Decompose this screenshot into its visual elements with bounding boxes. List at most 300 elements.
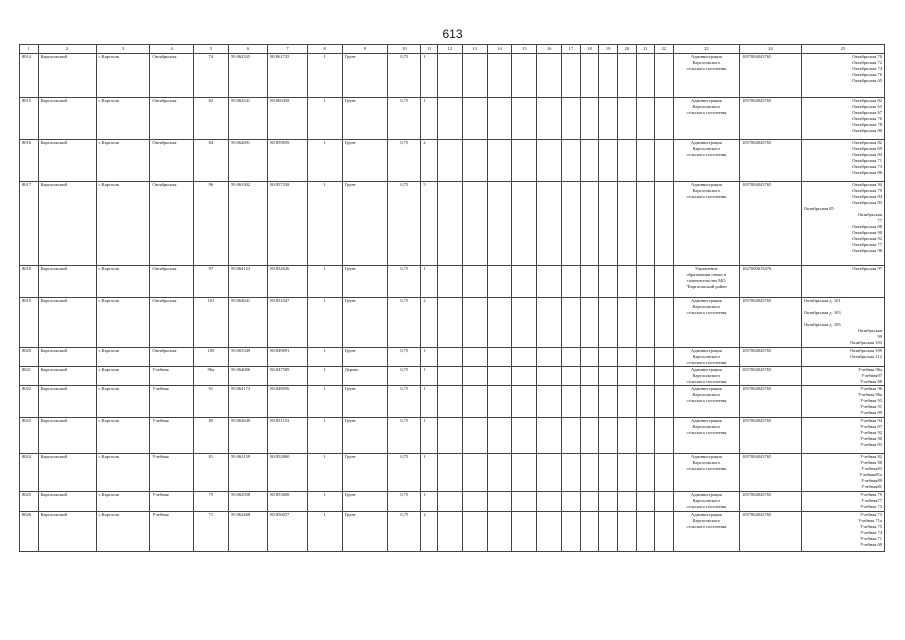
empty-cell bbox=[487, 266, 512, 298]
address-line: Октябрьская 88 bbox=[852, 224, 882, 229]
owner-line: Каргасокского bbox=[692, 354, 721, 359]
empty-cell bbox=[512, 266, 537, 298]
owner-cell bbox=[673, 454, 739, 492]
owner-line: Администрация bbox=[690, 454, 722, 459]
row-id: 8020 bbox=[20, 348, 39, 367]
registry-table bbox=[19, 44, 885, 552]
house-cell: 82 bbox=[193, 98, 228, 140]
address-line: Октябрьская 76 bbox=[852, 116, 882, 121]
column-header: 14 bbox=[487, 45, 512, 54]
empty-cell bbox=[655, 492, 674, 512]
owner-line: сельского поселения bbox=[686, 360, 727, 365]
empty-cell bbox=[537, 454, 562, 492]
owner-cell bbox=[673, 367, 739, 386]
inn-cell: 1057004043765 bbox=[739, 367, 801, 386]
empty-cell bbox=[655, 512, 674, 552]
surface-cell: Грунт bbox=[342, 418, 388, 454]
owner-cell bbox=[673, 348, 739, 367]
table-body bbox=[20, 54, 885, 552]
latitude-cell: 59.064641 bbox=[228, 298, 267, 348]
empty-cell bbox=[512, 98, 537, 140]
address-line: Учебная 93 bbox=[860, 398, 882, 403]
site-count-cell: 1 bbox=[307, 454, 342, 492]
latitude-cell: 59.062468 bbox=[228, 512, 267, 552]
empty-cell bbox=[437, 140, 462, 182]
address-line: Октябрьская 78 bbox=[852, 122, 882, 127]
address-line: Октябрьская 79 bbox=[852, 188, 882, 193]
header-row bbox=[20, 45, 885, 54]
surface-cell: Грунт bbox=[342, 298, 388, 348]
empty-cell bbox=[462, 418, 487, 454]
address-line: Учебная 79 bbox=[860, 492, 882, 497]
empty-cell bbox=[636, 182, 655, 266]
empty-cell bbox=[655, 98, 674, 140]
inn-cell: 1057004043765 bbox=[739, 348, 801, 367]
column-header: 3 bbox=[96, 45, 150, 54]
owner-line: Администрация bbox=[690, 98, 722, 103]
empty-cell bbox=[580, 140, 599, 182]
street-cell: Учебная bbox=[150, 386, 193, 418]
locality-cell: с.Каргасок bbox=[96, 418, 150, 454]
empty-cell bbox=[537, 298, 562, 348]
locality-cell: с.Каргасок bbox=[96, 367, 150, 386]
inn-cell: 1027000615476 bbox=[739, 266, 801, 298]
street-cell: Октябрьская bbox=[150, 266, 193, 298]
column-header: 2 bbox=[38, 45, 96, 54]
address-line: Октябрьская д. 103 bbox=[804, 310, 841, 315]
owner-line: Каргасокского bbox=[692, 518, 721, 523]
empty-cell bbox=[487, 418, 512, 454]
empty-cell bbox=[636, 492, 655, 512]
address-line: Октябрьская 92 bbox=[852, 236, 882, 241]
locality-cell: с.Каргасок bbox=[96, 182, 150, 266]
area-cell: 0,75 bbox=[388, 454, 421, 492]
area-cell: 0,75 bbox=[388, 418, 421, 454]
empty-cell bbox=[537, 182, 562, 266]
container-count-cell: 1 bbox=[421, 348, 438, 367]
longitude-cell: 80.861725 bbox=[268, 54, 307, 98]
empty-cell bbox=[636, 348, 655, 367]
empty-cell bbox=[437, 418, 462, 454]
inn-cell: 1057004043765 bbox=[739, 54, 801, 98]
address-line: Октябрьская bbox=[857, 328, 882, 333]
empty-cell bbox=[636, 54, 655, 98]
street-cell: Октябрьская bbox=[150, 54, 193, 98]
empty-cell bbox=[537, 98, 562, 140]
owner-cell bbox=[673, 418, 739, 454]
owner-line: сельского поселения bbox=[686, 379, 727, 384]
empty-cell bbox=[599, 454, 618, 492]
longitude-cell: 80.848956 bbox=[268, 386, 307, 418]
street-cell: Учебная bbox=[150, 512, 193, 552]
empty-cell bbox=[636, 386, 655, 418]
settlement-cell: Каргасокский bbox=[38, 454, 96, 492]
container-count-cell: 2 bbox=[421, 512, 438, 552]
owner-line: Каргасокского bbox=[692, 104, 721, 109]
surface-cell: Грунт bbox=[342, 348, 388, 367]
row-id: 8023 bbox=[20, 418, 39, 454]
column-header: 13 bbox=[462, 45, 487, 54]
owner-line: сельского поселения bbox=[686, 504, 727, 509]
owner-line: Каргасокского bbox=[692, 498, 721, 503]
empty-cell bbox=[562, 418, 581, 454]
empty-cell bbox=[599, 512, 618, 552]
empty-cell bbox=[512, 140, 537, 182]
street-cell: Октябрьская bbox=[150, 348, 193, 367]
address-line: Учебная81а bbox=[859, 472, 882, 477]
locality-cell: с.Каргасок bbox=[96, 348, 150, 367]
surface-cell: Грунт bbox=[342, 386, 388, 418]
row-id: 8021 bbox=[20, 367, 39, 386]
locality-cell: с.Каргасок bbox=[96, 266, 150, 298]
empty-cell bbox=[617, 454, 636, 492]
table-row bbox=[20, 492, 885, 512]
address-line: Учебная89 bbox=[861, 478, 882, 483]
empty-cell bbox=[462, 386, 487, 418]
address-line: Октябрьская 70 bbox=[852, 54, 882, 59]
latitude-cell: 59.064123 bbox=[228, 266, 267, 298]
locality-cell: с.Каргасок bbox=[96, 140, 150, 182]
served-addresses-cell bbox=[802, 367, 885, 386]
empty-cell bbox=[580, 298, 599, 348]
address-line: Октябрьская 69 bbox=[852, 146, 882, 151]
empty-cell bbox=[580, 512, 599, 552]
house-cell: 84 bbox=[193, 140, 228, 182]
container-count-cell: 1 bbox=[421, 418, 438, 454]
served-addresses-cell bbox=[802, 418, 885, 454]
empty-cell bbox=[512, 386, 537, 418]
empty-cell bbox=[599, 418, 618, 454]
empty-cell bbox=[537, 348, 562, 367]
site-count-cell: 1 bbox=[307, 492, 342, 512]
address-line: Учебная 74 bbox=[860, 530, 882, 535]
empty-cell bbox=[462, 182, 487, 266]
inn-cell: 1057004043765 bbox=[739, 418, 801, 454]
settlement-cell: Каргасокский bbox=[38, 492, 96, 512]
area-cell: 0,75 bbox=[388, 140, 421, 182]
address-line: Учебная 94 bbox=[860, 418, 882, 423]
served-addresses-cell bbox=[802, 140, 885, 182]
table-row bbox=[20, 54, 885, 98]
locality-cell: с.Каргасок bbox=[96, 454, 150, 492]
served-addresses-cell bbox=[802, 298, 885, 348]
address-line: Учебная 88 bbox=[860, 379, 882, 384]
inn-cell: 1057004043765 bbox=[739, 140, 801, 182]
empty-cell bbox=[562, 386, 581, 418]
served-addresses-cell bbox=[802, 266, 885, 298]
address-line: Учебная 89 bbox=[860, 410, 882, 415]
settlement-cell: Каргасокский bbox=[38, 54, 96, 98]
street-cell: Октябрьская bbox=[150, 140, 193, 182]
empty-cell bbox=[537, 54, 562, 98]
area-cell: 0,75 bbox=[388, 182, 421, 266]
address-line: Октябрьская 65 bbox=[852, 78, 882, 83]
settlement-cell: Каргасокский bbox=[38, 418, 96, 454]
settlement-cell: Каргасокский bbox=[38, 367, 96, 386]
settlement-cell: Каргасокский bbox=[38, 98, 96, 140]
row-id: 8022 bbox=[20, 386, 39, 418]
surface-cell: Грунт bbox=[342, 492, 388, 512]
row-id: 8015 bbox=[20, 98, 39, 140]
owner-line: Администрация bbox=[690, 54, 722, 59]
address-line: 77 bbox=[877, 218, 882, 223]
container-count-cell: 1 bbox=[421, 492, 438, 512]
latitude-cell: 59.063640 bbox=[228, 418, 267, 454]
owner-cell bbox=[673, 182, 739, 266]
house-cell: 101 bbox=[193, 298, 228, 348]
address-line: Учебная 92 bbox=[860, 430, 882, 435]
longitude-cell: 80.853608 bbox=[268, 492, 307, 512]
house-cell: 81 bbox=[193, 454, 228, 492]
locality-cell: с.Каргасок bbox=[96, 54, 150, 98]
owner-cell bbox=[673, 298, 739, 348]
owner-line: Каргасокского bbox=[692, 304, 721, 309]
site-count-cell: 1 bbox=[307, 348, 342, 367]
empty-cell bbox=[562, 266, 581, 298]
empty-cell bbox=[655, 54, 674, 98]
empty-cell bbox=[462, 492, 487, 512]
served-addresses-cell bbox=[802, 492, 885, 512]
inn-cell: 1057004043765 bbox=[739, 298, 801, 348]
longitude-cell: 80.847589 bbox=[268, 367, 307, 386]
address-line: Учебная 88 bbox=[860, 460, 882, 465]
address-line: Октябрьская 85 bbox=[804, 206, 834, 211]
container-count-cell: 1 bbox=[421, 367, 438, 386]
empty-cell bbox=[617, 266, 636, 298]
empty-cell bbox=[636, 454, 655, 492]
column-header: 21 bbox=[636, 45, 655, 54]
empty-cell bbox=[562, 367, 581, 386]
empty-cell bbox=[655, 454, 674, 492]
column-header: 9 bbox=[342, 45, 388, 54]
address-line: Октябрьская 76 bbox=[852, 72, 882, 77]
empty-cell bbox=[617, 367, 636, 386]
street-cell: Учебная bbox=[150, 454, 193, 492]
address-line: Учебная77 bbox=[861, 498, 882, 503]
settlement-cell: Каргасокский bbox=[38, 266, 96, 298]
empty-cell bbox=[437, 454, 462, 492]
column-header: 6 bbox=[228, 45, 267, 54]
surface-cell: Грунт bbox=[342, 266, 388, 298]
empty-cell bbox=[617, 492, 636, 512]
empty-cell bbox=[655, 140, 674, 182]
owner-line: Администрация bbox=[690, 367, 722, 372]
empty-cell bbox=[617, 298, 636, 348]
column-header: 11 bbox=[421, 45, 438, 54]
empty-cell bbox=[655, 182, 674, 266]
row-id: 8019 bbox=[20, 298, 39, 348]
settlement-cell: Каргасокский bbox=[38, 386, 96, 418]
empty-cell bbox=[562, 512, 581, 552]
area-cell: 0,75 bbox=[388, 298, 421, 348]
house-cell: 96 bbox=[193, 182, 228, 266]
container-count-cell: 5 bbox=[421, 182, 438, 266]
empty-cell bbox=[462, 266, 487, 298]
area-cell: 0,75 bbox=[388, 98, 421, 140]
empty-cell bbox=[562, 348, 581, 367]
served-addresses-cell bbox=[802, 386, 885, 418]
container-count-cell: 2 bbox=[421, 298, 438, 348]
container-count-cell: 1 bbox=[421, 266, 438, 298]
container-count-cell: 1 bbox=[421, 454, 438, 492]
owner-line: Каргасокского bbox=[692, 146, 721, 151]
house-cell: 97 bbox=[193, 266, 228, 298]
owner-line: попечительства МО bbox=[687, 278, 726, 283]
empty-cell bbox=[512, 182, 537, 266]
address-line: Учебная 83 bbox=[860, 442, 882, 447]
street-cell: Октябрьская bbox=[150, 298, 193, 348]
empty-cell bbox=[537, 367, 562, 386]
locality-cell: с.Каргасок bbox=[96, 98, 150, 140]
empty-cell bbox=[599, 54, 618, 98]
served-addresses-cell bbox=[802, 54, 885, 98]
area-cell: 0,75 bbox=[388, 348, 421, 367]
empty-cell bbox=[512, 367, 537, 386]
empty-cell bbox=[437, 386, 462, 418]
empty-cell bbox=[462, 454, 487, 492]
address-line: Учебная 96а bbox=[858, 367, 882, 372]
site-count-cell: 1 bbox=[307, 98, 342, 140]
row-id: 8017 bbox=[20, 182, 39, 266]
empty-cell bbox=[537, 386, 562, 418]
house-cell: 85 bbox=[193, 418, 228, 454]
address-line: Октябрьская д. 101 bbox=[804, 298, 841, 303]
table-row bbox=[20, 454, 885, 492]
empty-cell bbox=[462, 367, 487, 386]
latitude-cell: 59.064006 bbox=[228, 367, 267, 386]
locality-cell: с.Каргасок bbox=[96, 386, 150, 418]
empty-cell bbox=[580, 54, 599, 98]
owner-line: сельского поселения bbox=[686, 466, 727, 471]
empty-cell bbox=[487, 98, 512, 140]
empty-cell bbox=[562, 182, 581, 266]
empty-cell bbox=[487, 182, 512, 266]
street-cell: Учебная bbox=[150, 492, 193, 512]
owner-line: Каргасокского bbox=[692, 373, 721, 378]
address-line: Октябрьская 103 bbox=[849, 340, 882, 345]
column-header: 18 bbox=[580, 45, 599, 54]
empty-cell bbox=[599, 98, 618, 140]
empty-cell bbox=[437, 266, 462, 298]
settlement-cell: Каргасокский bbox=[38, 182, 96, 266]
empty-cell bbox=[487, 298, 512, 348]
owner-line: Администрация bbox=[690, 386, 722, 391]
site-count-cell: 1 bbox=[307, 298, 342, 348]
empty-cell bbox=[537, 266, 562, 298]
empty-cell bbox=[599, 386, 618, 418]
owner-cell bbox=[673, 98, 739, 140]
empty-cell bbox=[580, 98, 599, 140]
empty-cell bbox=[512, 454, 537, 492]
column-header: 12 bbox=[437, 45, 462, 54]
owner-line: Каргасокского bbox=[692, 60, 721, 65]
empty-cell bbox=[487, 386, 512, 418]
address-line: Октябрьская 112 bbox=[850, 354, 882, 359]
served-addresses-cell bbox=[802, 348, 885, 367]
empty-cell bbox=[537, 512, 562, 552]
owner-line: Администрация bbox=[690, 140, 722, 145]
owner-cell bbox=[673, 140, 739, 182]
empty-cell bbox=[562, 454, 581, 492]
empty-cell bbox=[462, 140, 487, 182]
empty-cell bbox=[655, 418, 674, 454]
owner-line: сельского поселения bbox=[686, 310, 727, 315]
owner-line: Администрация bbox=[690, 298, 722, 303]
column-header: 5 bbox=[193, 45, 228, 54]
table-row bbox=[20, 348, 885, 367]
column-header: 23 bbox=[673, 45, 739, 54]
empty-cell bbox=[580, 492, 599, 512]
house-cell: 96а bbox=[193, 367, 228, 386]
empty-cell bbox=[437, 298, 462, 348]
longitude-cell: 80.860458 bbox=[268, 98, 307, 140]
empty-cell bbox=[617, 418, 636, 454]
address-line: Октябрьская 84 bbox=[852, 152, 882, 157]
owner-cell bbox=[673, 266, 739, 298]
empty-cell bbox=[462, 54, 487, 98]
column-header: 1 bbox=[20, 45, 39, 54]
address-line: Учебная 96а bbox=[858, 392, 882, 397]
address-line: Октябрьская 96 bbox=[852, 248, 882, 253]
street-cell: Учебная bbox=[150, 367, 193, 386]
empty-cell bbox=[580, 348, 599, 367]
surface-cell: Дерево bbox=[342, 367, 388, 386]
settlement-cell: Каргасокский bbox=[38, 512, 96, 552]
address-line: Учебная 82 bbox=[860, 454, 882, 459]
empty-cell bbox=[636, 512, 655, 552]
empty-cell bbox=[512, 54, 537, 98]
address-line: Учебная 87 bbox=[860, 424, 882, 429]
column-header: 24 bbox=[739, 45, 801, 54]
empty-cell bbox=[512, 298, 537, 348]
container-count-cell: 2 bbox=[421, 140, 438, 182]
inn-cell: 1057004043765 bbox=[739, 182, 801, 266]
empty-cell bbox=[512, 492, 537, 512]
empty-cell bbox=[437, 492, 462, 512]
empty-cell bbox=[580, 367, 599, 386]
column-header: 20 bbox=[617, 45, 636, 54]
empty-cell bbox=[599, 298, 618, 348]
owner-line: сельского поселения bbox=[686, 194, 727, 199]
owner-line: Каргасокского bbox=[692, 424, 721, 429]
empty-cell bbox=[580, 182, 599, 266]
empty-cell bbox=[487, 54, 512, 98]
empty-cell bbox=[537, 418, 562, 454]
column-header: 15 bbox=[512, 45, 537, 54]
address-line: Учебная 96 bbox=[860, 386, 882, 391]
owner-line: образования опеки и bbox=[686, 272, 727, 277]
owner-line: Администрация bbox=[690, 492, 722, 497]
latitude-cell: 59.065349 bbox=[228, 348, 267, 367]
surface-cell: Грунт bbox=[342, 140, 388, 182]
surface-cell: Грунт bbox=[342, 182, 388, 266]
area-cell: 0,75 bbox=[388, 54, 421, 98]
table-row bbox=[20, 98, 885, 140]
row-id: 8018 bbox=[20, 266, 39, 298]
address-line: Учебная 71а bbox=[858, 518, 882, 523]
empty-cell bbox=[655, 386, 674, 418]
inn-cell: 1057004043765 bbox=[739, 98, 801, 140]
owner-line: сельского поселения bbox=[686, 152, 727, 157]
site-count-cell: 1 bbox=[307, 140, 342, 182]
empty-cell bbox=[437, 348, 462, 367]
empty-cell bbox=[512, 418, 537, 454]
site-count-cell: 1 bbox=[307, 512, 342, 552]
empty-cell bbox=[599, 367, 618, 386]
address-line: Октябрьская 82 bbox=[852, 98, 882, 103]
empty-cell bbox=[437, 182, 462, 266]
empty-cell bbox=[562, 140, 581, 182]
